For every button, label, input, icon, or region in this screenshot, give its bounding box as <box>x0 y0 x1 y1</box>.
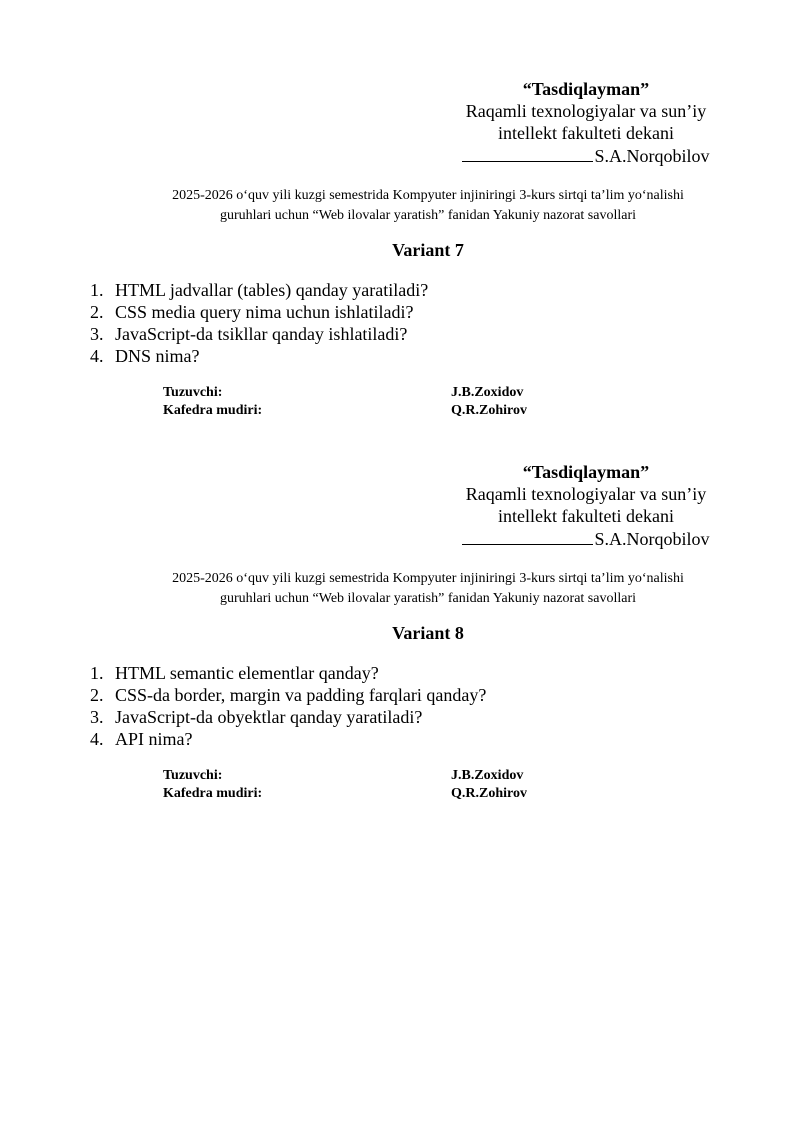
variant-heading: Variant 7 <box>392 240 464 260</box>
question-number: 2. <box>90 302 104 322</box>
question-item <box>90 301 428 323</box>
approval-signer: S.A.Norqobilov <box>594 146 710 166</box>
signature-role: Tuzuvchi: <box>163 385 223 400</box>
exam-intro-line1: 2025-2026 oʻquv yili kuzgi semestrida Kompyuter injiniringi 3-kurs sirtqi taʼlim yoʻnalishi <box>172 571 684 586</box>
question-text: API nima? <box>115 729 193 749</box>
approval-signature-row <box>440 144 732 167</box>
question-number: 1. <box>90 663 104 683</box>
signature-name: Q.R.Zohirov <box>451 403 527 418</box>
approval-dean-line1: Raqamli texnologiyalar va sun’iy <box>465 101 707 121</box>
approval-title: “Tasdiqlayman” <box>522 79 650 99</box>
approval-stamp <box>440 461 732 550</box>
signature-row-author <box>163 384 527 402</box>
question-text: CSS-da border, margin va padding farqlari qanday? <box>115 685 487 705</box>
question-text: JavaScript-da obyektlar qanday yaratiladi? <box>115 707 423 727</box>
question-text: DNS nima? <box>115 346 200 366</box>
signature-role: Kafedra mudiri: <box>163 403 263 418</box>
question-list <box>90 662 486 750</box>
exam-intro-line2: guruhlari uchun “Web ilovalar yaratish” fanidan Yakuniy nazorat savollari <box>219 208 636 223</box>
question-item <box>90 345 428 367</box>
signature-row-head <box>163 402 527 420</box>
exam-intro-line2: guruhlari uchun “Web ilovalar yaratish” fanidan Yakuniy nazorat savollari <box>219 591 636 606</box>
question-number: 4. <box>90 729 104 749</box>
question-item <box>90 684 486 706</box>
exam-intro <box>100 186 756 226</box>
exam-intro-line1: 2025-2026 oʻquv yili kuzgi semestrida Kompyuter injiniringi 3-kurs sirtqi taʼlim yoʻnalishi <box>172 188 684 203</box>
signature-blank-line <box>462 527 593 545</box>
signatures <box>163 767 527 803</box>
question-item <box>90 279 428 301</box>
signature-name: J.B.Zoxidov <box>451 385 524 400</box>
signature-name: Q.R.Zohirov <box>451 786 527 801</box>
question-text: JavaScript-da tsikllar qanday ishlatiladi? <box>115 324 408 344</box>
signature-role: Kafedra mudiri: <box>163 786 263 801</box>
signature-name: J.B.Zoxidov <box>451 768 524 783</box>
question-text: HTML semantic elementlar qanday? <box>115 663 379 683</box>
signature-row-head <box>163 785 527 803</box>
approval-signer: S.A.Norqobilov <box>594 529 710 549</box>
question-number: 1. <box>90 280 104 300</box>
question-item <box>90 662 486 684</box>
approval-title: “Tasdiqlayman” <box>522 462 650 482</box>
question-item <box>90 323 428 345</box>
exam-intro <box>100 569 756 609</box>
signatures <box>163 384 527 420</box>
approval-signature-row <box>440 527 732 550</box>
approval-stamp <box>440 78 732 167</box>
signature-role: Tuzuvchi: <box>163 768 223 783</box>
question-number: 3. <box>90 707 104 727</box>
question-item <box>90 706 486 728</box>
question-item <box>90 728 486 750</box>
signature-blank-line <box>462 144 593 162</box>
approval-dean-line2: intellekt fakulteti dekani <box>498 506 674 526</box>
signature-row-author <box>163 767 527 785</box>
question-number: 4. <box>90 346 104 366</box>
variant-heading: Variant 8 <box>392 623 464 643</box>
approval-dean-line2: intellekt fakulteti dekani <box>498 123 674 143</box>
question-list <box>90 279 428 367</box>
question-text: HTML jadvallar (tables) qanday yaratiladi? <box>115 280 429 300</box>
question-text: CSS media query nima uchun ishlatiladi? <box>115 302 414 322</box>
question-number: 2. <box>90 685 104 705</box>
question-number: 3. <box>90 324 104 344</box>
approval-dean-line1: Raqamli texnologiyalar va sun’iy <box>465 484 707 504</box>
